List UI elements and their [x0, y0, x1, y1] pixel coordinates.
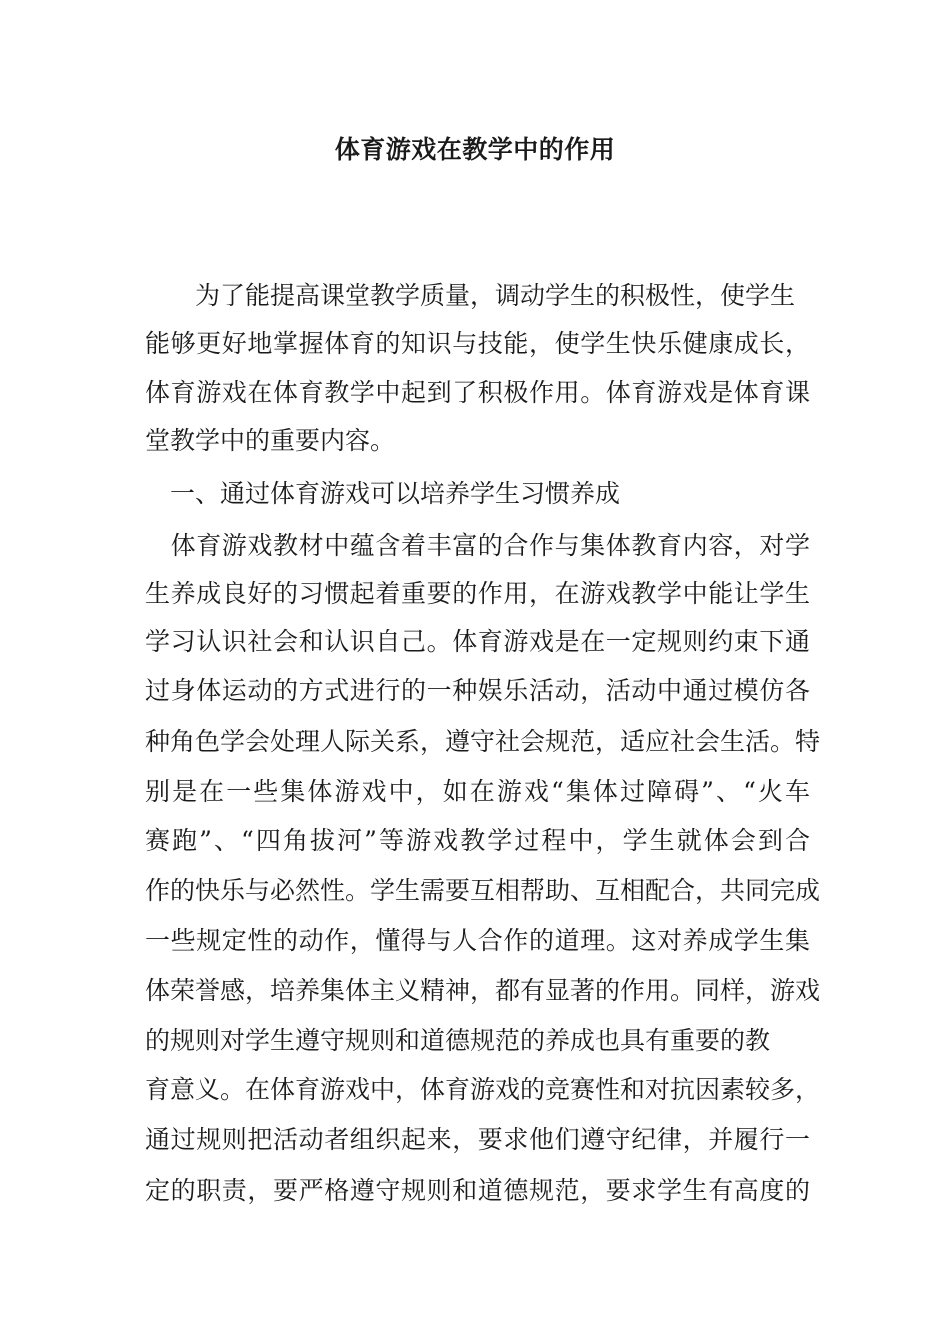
paragraph-line: 赛跑”、“四角拔河”等游戏教学过程中，学生就体会到合: [145, 826, 810, 855]
paragraph-line: 作的快乐与必然性。学生需要互相帮助、互相配合，共同完成: [145, 876, 821, 905]
paragraph-line: 生养成良好的习惯起着重要的作用，在游戏教学中能让学生: [145, 579, 810, 608]
paragraph-line: 体育游戏教材中蕴含着丰富的合作与集体教育内容，对学: [145, 531, 810, 560]
paragraph-line: 堂教学中的重要内容。: [145, 426, 396, 455]
paragraph-line: 体荣誉感，培养集体主义精神，都有显著的作用。同样，游戏: [145, 976, 821, 1005]
paragraph-line: 为了能提高课堂教学质量，调动学生的积极性，使学生: [145, 281, 796, 310]
paragraph-line: 通过规则把活动者组织起来，要求他们遵守纪律，并履行一: [145, 1125, 810, 1154]
section-heading: 一、通过体育游戏可以培养学生习惯养成: [145, 479, 621, 508]
paragraph-line: 种角色学会处理人际关系，遵守社会规范，适应社会生活。特: [145, 727, 821, 756]
document-title: 体育游戏在教学中的作用: [334, 135, 616, 164]
paragraph-line: 体育游戏在体育教学中起到了积极作用。体育游戏是体育课: [145, 378, 810, 407]
paragraph-line: 过身体运动的方式进行的一种娱乐活动，活动中通过模仿各: [145, 676, 810, 705]
paragraph-line: 的规则对学生遵守规则和道德规范的养成也具有重要的教: [145, 1026, 771, 1055]
paragraph-line: 能够更好地掌握体育的知识与技能，使学生快乐健康成长，: [145, 329, 810, 358]
paragraph-line: 一些规定性的动作，懂得与人合作的道理。这对养成学生集: [145, 926, 810, 955]
paragraph-line: 定的职责，要严格遵守规则和道德规范，要求学生有高度的: [145, 1176, 810, 1205]
paragraph-line: 育意义。在体育游戏中，体育游戏的竞赛性和对抗因素较多，: [145, 1075, 821, 1104]
paragraph-line: 学习认识社会和认识自己。体育游戏是在一定规则约束下通: [145, 627, 810, 656]
paragraph-line: 别是在一些集体游戏中，如在游戏“集体过障碍”、“火车: [145, 777, 810, 806]
